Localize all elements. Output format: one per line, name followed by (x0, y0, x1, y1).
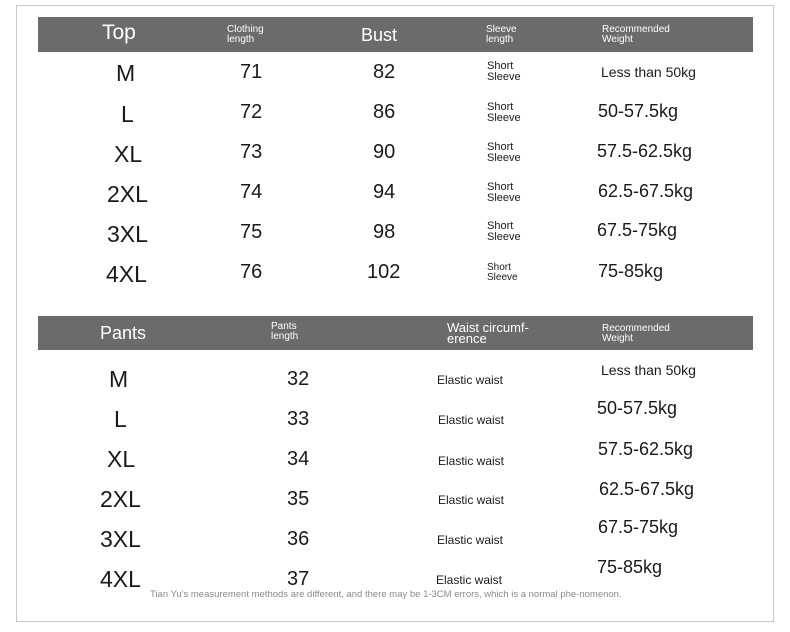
size-cell: 4XL (100, 566, 141, 592)
weight-cell: 50-57.5kg (597, 398, 678, 418)
clothing-length-cell: 74 (240, 181, 263, 203)
sleeve-cell: Short Sleeve (487, 101, 521, 124)
size-cell: M (109, 366, 129, 392)
weight-cell: Less than 50kg (601, 64, 696, 80)
bust-cell: 82 (373, 61, 396, 83)
pants-length-cell: 33 (287, 408, 310, 430)
clothing-length-cell: 75 (240, 221, 263, 243)
header-bust: Bust (361, 25, 398, 45)
weight-cell: 67.5-75kg (598, 517, 679, 537)
waist-cell: Elastic waist (438, 454, 505, 468)
size-cell: 3XL (107, 221, 148, 247)
size-cell: 2XL (100, 486, 141, 512)
waist-cell: Elastic waist (438, 413, 505, 427)
pants-table-header (38, 316, 753, 350)
pants-length-cell: 36 (287, 528, 310, 550)
bust-cell: 98 (373, 221, 396, 243)
pants-length-cell: 35 (287, 488, 310, 510)
clothing-length-cell: 73 (240, 141, 263, 163)
size-cell: 4XL (106, 261, 147, 287)
bust-cell: 102 (367, 261, 401, 283)
header-sleeve-length: Sleeve length (486, 24, 517, 45)
clothing-length-cell: 72 (240, 101, 263, 123)
header-pants: Pants (100, 323, 147, 343)
pants-length-cell: 34 (287, 448, 310, 470)
header-recommended-weight: Recommended Weight (602, 323, 670, 344)
weight-cell: 50-57.5kg (598, 101, 679, 121)
weight-cell: 75-85kg (597, 557, 663, 577)
size-cell: M (116, 60, 136, 86)
size-cell: L (114, 406, 127, 432)
size-cell: XL (114, 141, 143, 167)
header-clothing-length: Clothing length (227, 24, 264, 45)
sleeve-cell: Short Sleeve (487, 220, 521, 243)
header-waist-circumference: Waist circumf-erence (447, 320, 529, 346)
pants-length-cell: 32 (287, 368, 310, 390)
sleeve-cell: Short Sleeve (487, 181, 521, 204)
bust-cell: 86 (373, 101, 396, 123)
weight-cell: 67.5-75kg (597, 220, 678, 240)
pants-length-cell: 37 (287, 568, 310, 590)
weight-cell: 62.5-67.5kg (599, 479, 695, 499)
top-table-header (38, 17, 753, 52)
sleeve-cell: Short Sleeve (487, 262, 518, 283)
clothing-length-cell: 76 (240, 261, 263, 283)
weight-cell: 62.5-67.5kg (598, 181, 694, 201)
header-top: Top (102, 21, 136, 44)
header-recommended-weight: Recommended Weight (602, 24, 670, 45)
waist-cell: Elastic waist (437, 533, 504, 547)
size-cell: XL (107, 446, 136, 472)
size-cell: 2XL (107, 181, 148, 207)
weight-cell: 57.5-62.5kg (598, 439, 694, 459)
waist-cell: Elastic waist (437, 373, 504, 387)
weight-cell: Less than 50kg (601, 362, 696, 378)
waist-cell: Elastic waist (436, 573, 503, 587)
bust-cell: 94 (373, 181, 396, 203)
sleeve-cell: Short Sleeve (487, 60, 521, 83)
waist-cell: Elastic waist (438, 493, 505, 507)
size-cell: 3XL (100, 526, 141, 552)
clothing-length-cell: 71 (240, 61, 263, 83)
header-pants-length: Pants length (271, 321, 299, 342)
measurement-footnote: Tian Yu's measurement methods are different, and there may be 1-3CM errors, which is a normal phe-nomenon. (150, 589, 622, 600)
sleeve-cell: Short Sleeve (487, 141, 521, 164)
weight-cell: 75-85kg (598, 261, 664, 281)
weight-cell: 57.5-62.5kg (597, 141, 693, 161)
bust-cell: 90 (373, 141, 396, 163)
size-cell: L (121, 101, 134, 127)
